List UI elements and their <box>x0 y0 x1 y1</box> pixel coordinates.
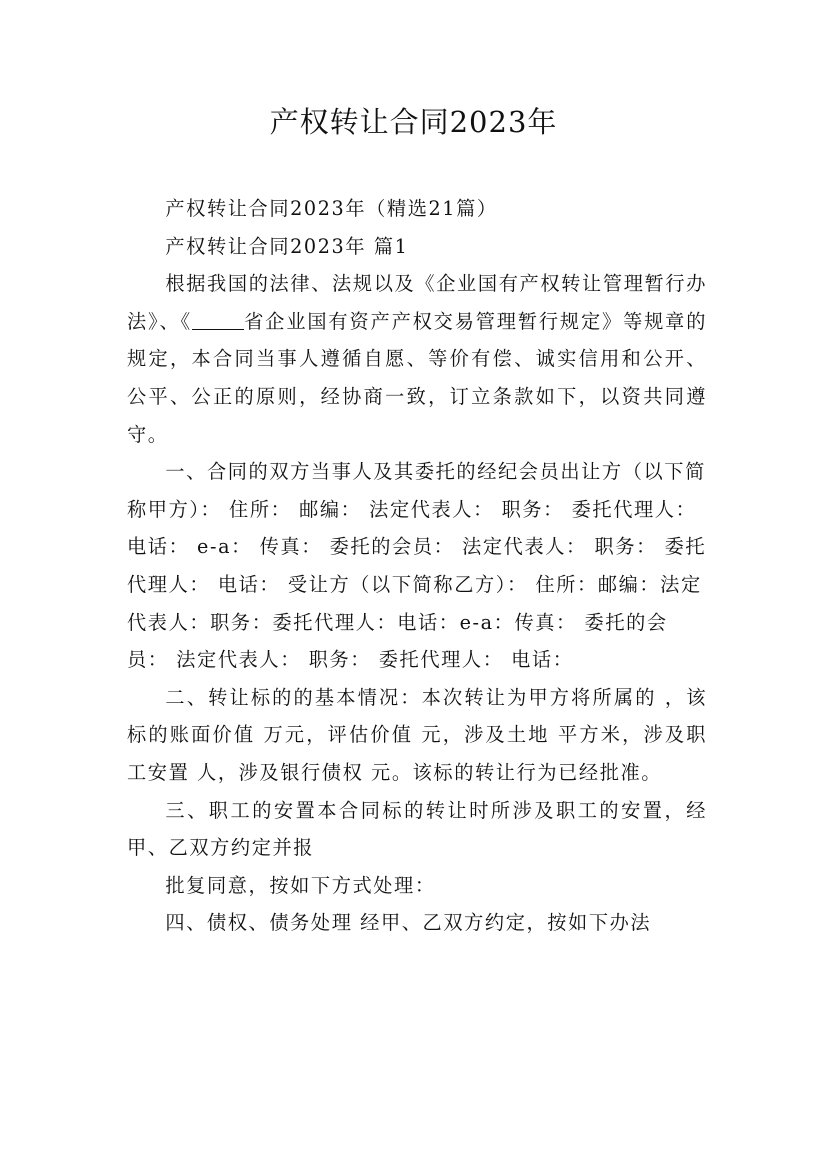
section-heading: 产权转让合同2023年 篇1 <box>165 234 409 258</box>
clause-3-staff: 三、职工的安置本合同标的转让时所涉及职工的安置，经甲、乙双方约定并报 <box>127 798 707 860</box>
intro-text-part-1: 根据我国的法律、法规以及《企业国有产权转让管理暂行办法》、《 <box>127 272 707 333</box>
clause-3-continued: 批复同意，按如下方式处理： <box>165 873 436 897</box>
intro-paragraph <box>127 265 707 453</box>
clause-2-subject: 二、转让标的的基本情况：本次转让为甲方将所属的 ，该标的账面价值 万元，评估价值 元，涉及土地 平方米，涉及职工安置 人，涉及银行债权 元。该标的转让行为已经批准。 <box>127 685 707 784</box>
document-title: 产权转让合同2023年 <box>269 105 558 139</box>
intro-text-part-2: 省企业国有资产产权交易管理暂行规定》等规章的规定，本合同当事人遵循自愿、等价有偿、诚实信用和公开、公平、公正的原则，经协商一致，订立条款如下，以资共同遵守。 <box>127 309 707 446</box>
document-body <box>127 190 707 942</box>
blank-line <box>192 310 244 330</box>
subtitle-paragraph: 产权转让合同2023年（精选21篇） <box>165 197 498 220</box>
clause-1-parties: 一、合同的双方当事人及其委托的经纪会员出让方（以下简称甲方）： 住所： 邮编： 法定代表人： 职务： 委托代理人： 电话： e-a： 传真： 委托的会员： 法定代表人： 职务： 委托代理人： 电话： 受让方（以下简称乙方）： 住所：邮编：法定代表人：职务：委托代理人：电话：e-a：传真： 委托的会员： 法定代表人： 职务： 委托代理人： 电话： <box>127 460 707 672</box>
clause-4-debts: 四、债权、债务处理 经甲、乙双方约定，按如下办法 <box>165 911 652 935</box>
